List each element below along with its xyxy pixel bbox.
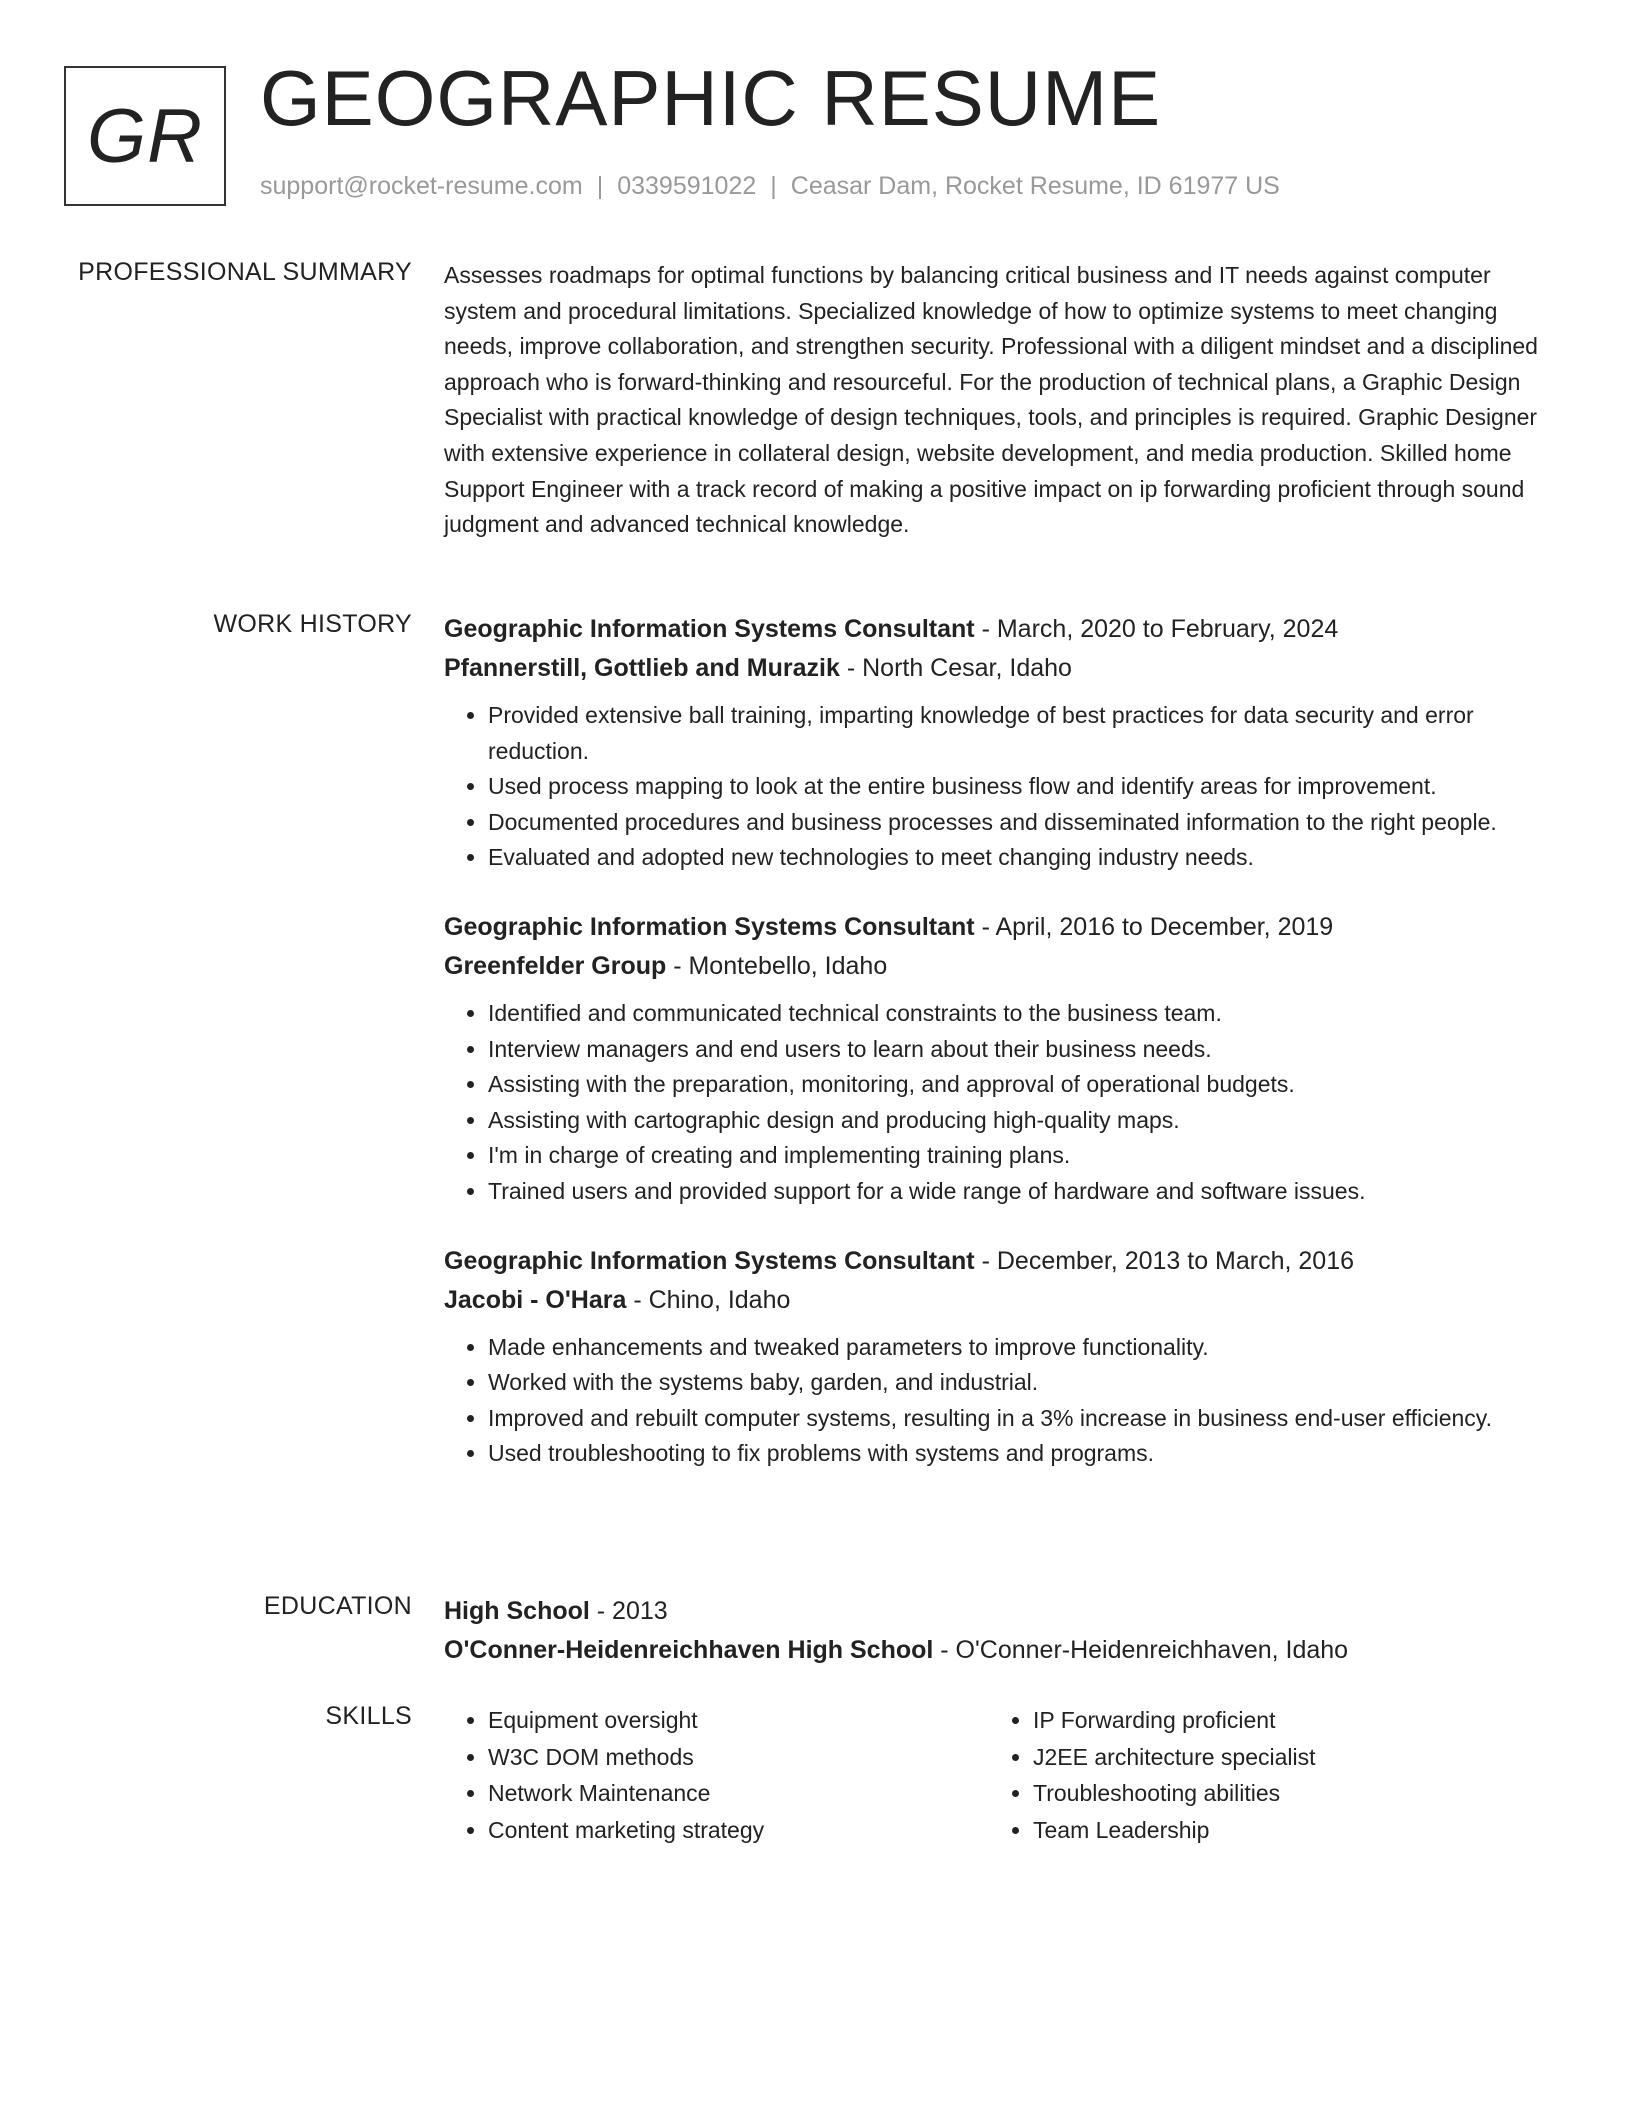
monogram-box bbox=[64, 66, 226, 206]
job-bullets bbox=[444, 996, 1554, 1210]
job-entry bbox=[444, 908, 1554, 1210]
skills-list-right bbox=[989, 1702, 1534, 1848]
skills-body bbox=[444, 1702, 1554, 1848]
education-school-line bbox=[444, 1631, 1554, 1670]
job-title: Geographic Information Systems Consultant bbox=[444, 615, 975, 643]
education-location: - O'Conner-Heidenreichhaven, Idaho bbox=[933, 1636, 1349, 1664]
job-title: Geographic Information Systems Consultant bbox=[444, 912, 975, 941]
skill-item: • Network Maintenance bbox=[488, 1775, 989, 1812]
skills-list-left bbox=[444, 1702, 989, 1848]
job-dates: - April, 2016 to December, 2019 bbox=[974, 912, 1334, 941]
section-label-education: EDUCATION bbox=[263, 1592, 412, 1620]
job-bullet: • Interview managers and end users to learn about their business needs. bbox=[488, 1032, 1554, 1068]
job-bullet: • Trained users and provided support for a wide range of hardware and software issues. bbox=[488, 1174, 1554, 1210]
skill-item: • Equipment oversight bbox=[488, 1702, 989, 1739]
job-bullet: • Assisting with cartographic design and producing high-quality maps. bbox=[488, 1103, 1554, 1139]
job-company: Jacobi - O'Hara bbox=[444, 1285, 627, 1314]
contact-separator: | bbox=[770, 172, 777, 200]
skill-item: • J2EE architecture specialist bbox=[1033, 1739, 1534, 1776]
job-company-line bbox=[444, 1281, 1554, 1320]
job-title-line bbox=[444, 610, 1554, 649]
resume-name: GEOGRAPHIC RESUME bbox=[260, 54, 1162, 142]
contact-address: Ceasar Dam, Rocket Resume, ID 61977 US bbox=[790, 172, 1280, 200]
job-bullet: • Made enhancements and tweaked parameters to improve functionality. bbox=[488, 1330, 1554, 1366]
summary-text: Assesses roadmaps for optimal functions by balancing critical business and IT needs against computer system and procedural limitations. Specialized knowledge of how to optimize systems to meet changing needs, improve collaboration, and strengthen security. Professional with a diligent mindset and a disciplined approach who is forward-thinking and resourceful. For the production of technical plans, a Graphic Design Specialist with practical knowledge of design techniques, tools, and principles is required. Graphic Designer with extensive experience in collateral design, website development, and media production. Skilled home Support Engineer with a track record of making a positive impact on ip forwarding proficient through sound judgment and advanced technical knowledge. bbox=[444, 262, 1538, 538]
job-bullets bbox=[444, 698, 1554, 876]
job-company: Greenfelder Group bbox=[444, 951, 667, 980]
contact-line bbox=[260, 172, 1280, 201]
summary-body bbox=[444, 258, 1554, 543]
contact-separator: | bbox=[596, 172, 604, 200]
contact-email: support@rocket-resume.com bbox=[260, 172, 583, 200]
job-entry bbox=[444, 1242, 1554, 1472]
job-title-line bbox=[444, 908, 1554, 947]
job-bullet: • Identified and communicated technical constraints to the business team. bbox=[488, 996, 1554, 1032]
job-bullet: • Worked with the systems baby, garden, and industrial. bbox=[488, 1365, 1554, 1401]
job-bullet: • Used troubleshooting to fix problems with systems and programs. bbox=[488, 1436, 1554, 1472]
job-bullet: • Improved and rebuilt computer systems, resulting in a 3% increase in business end-user efficiency. bbox=[488, 1401, 1554, 1437]
contact-phone: 0339591022 bbox=[617, 172, 757, 200]
skill-item: • Team Leadership bbox=[1033, 1812, 1534, 1849]
job-bullet: • Provided extensive ball training, imparting knowledge of best practices for data security and error reduction. bbox=[488, 698, 1554, 769]
skills-columns bbox=[444, 1702, 1554, 1848]
education-school: O'Conner-Heidenreichhaven High School bbox=[444, 1636, 934, 1664]
job-dates: - March, 2020 to February, 2024 bbox=[974, 615, 1339, 643]
job-bullet: • Documented procedures and business processes and disseminated information to the right people. bbox=[488, 805, 1554, 841]
section-label-skills: SKILLS bbox=[325, 1702, 412, 1730]
skill-item: • Troubleshooting abilities bbox=[1033, 1775, 1534, 1812]
work-history-body bbox=[444, 610, 1554, 1504]
job-dates: - December, 2013 to March, 2016 bbox=[974, 1246, 1355, 1275]
education-degree-line bbox=[444, 1592, 1554, 1631]
education-year: - 2013 bbox=[589, 1597, 668, 1625]
monogram-initials: GR bbox=[87, 93, 203, 179]
job-location: - North Cesar, Idaho bbox=[839, 654, 1072, 682]
job-bullet: • Evaluated and adopted new technologies to meet changing industry needs. bbox=[488, 840, 1554, 876]
skill-item: • IP Forwarding proficient bbox=[1033, 1702, 1534, 1739]
education-degree: High School bbox=[444, 1597, 590, 1625]
job-title-line bbox=[444, 1242, 1554, 1281]
job-bullets bbox=[444, 1330, 1554, 1472]
job-location: - Montebello, Idaho bbox=[666, 951, 888, 980]
section-label-summary: PROFESSIONAL SUMMARY bbox=[78, 258, 412, 286]
job-bullet: • I'm in charge of creating and implementing training plans. bbox=[488, 1138, 1554, 1174]
job-title: Geographic Information Systems Consultant bbox=[444, 1246, 975, 1275]
job-bullet: • Assisting with the preparation, monitoring, and approval of operational budgets. bbox=[488, 1067, 1554, 1103]
job-location: - Chino, Idaho bbox=[626, 1285, 791, 1314]
job-company: Pfannerstill, Gottlieb and Murazik bbox=[444, 654, 840, 682]
job-entry bbox=[444, 610, 1554, 876]
skill-item: • Content marketing strategy bbox=[488, 1812, 989, 1849]
job-bullet: • Used process mapping to look at the entire business flow and identify areas for improvement. bbox=[488, 769, 1554, 805]
job-company-line bbox=[444, 947, 1554, 986]
education-body bbox=[444, 1592, 1554, 1670]
job-company-line bbox=[444, 649, 1554, 688]
skill-item: • W3C DOM methods bbox=[488, 1739, 989, 1776]
section-label-work-history: WORK HISTORY bbox=[213, 610, 412, 638]
